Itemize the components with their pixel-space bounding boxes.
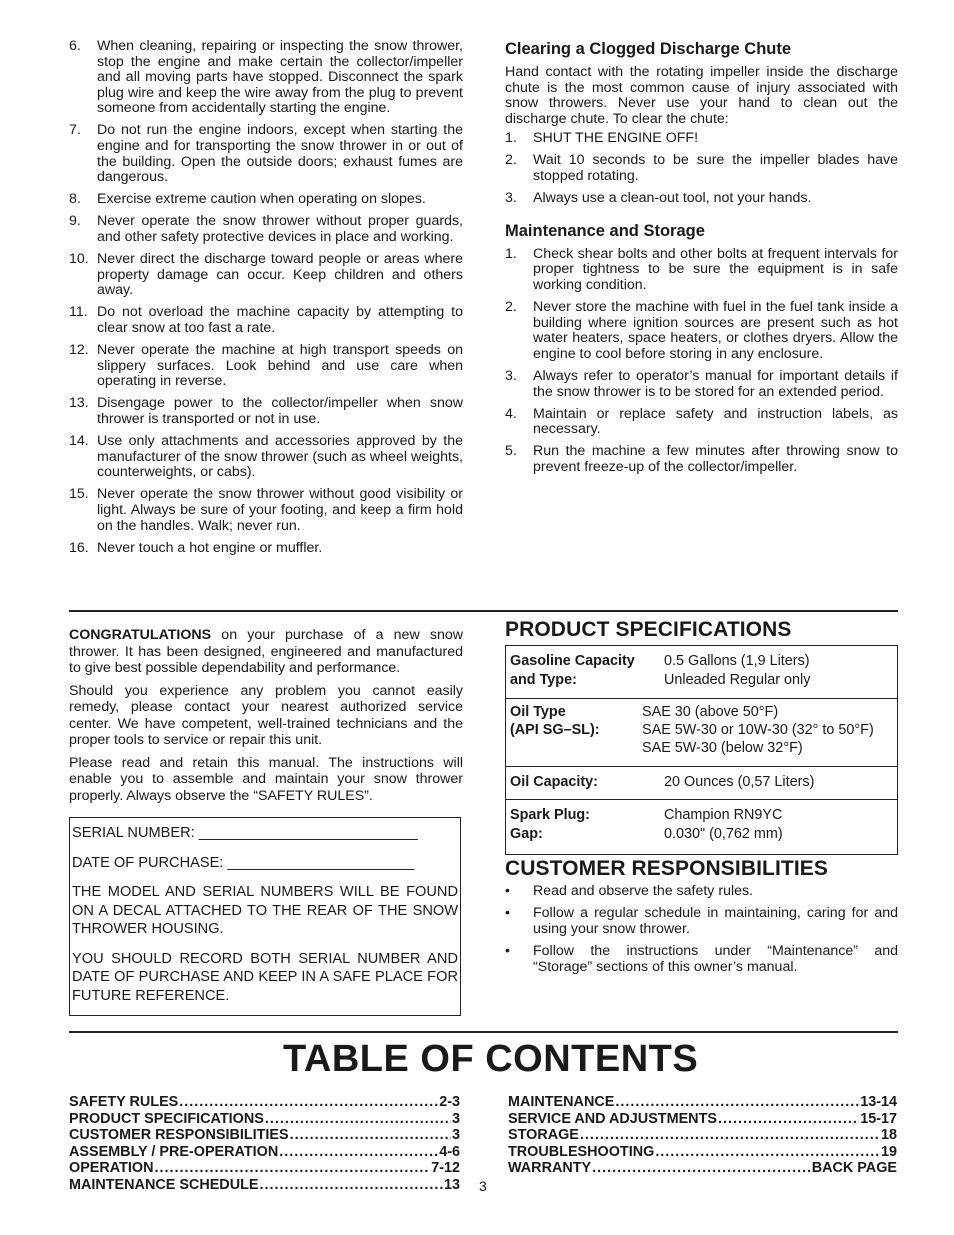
clogged-step: 3. Always use a clean-out tool, not your hands.: [505, 190, 812, 207]
decal-location-note: THE MODEL AND SERIAL NUMBERS WILL BE FOUND ON A DECAL ATTACHED TO THE REAR OF THE SNOW THROWER HOUSING.: [72, 884, 458, 937]
toc-divider: [69, 1031, 898, 1033]
toc-entry[interactable]: MAINTENANCE SCHEDULE ..... 13: [69, 1177, 460, 1194]
product-specifications-heading: PRODUCT SPECIFICATIONS: [505, 618, 792, 641]
toc-left-column: [69, 1094, 460, 1193]
toc-right-column: [508, 1094, 897, 1177]
section-divider: [69, 610, 898, 612]
toc-entry[interactable]: SAFETY RULES ..... 2-3: [69, 1094, 460, 1111]
safety-rule-12: 12. Never operate the machine at high transport speeds on slippery surfaces. Look behind and use care when operating in reverse.: [69, 342, 463, 390]
safety-rule-7: 7. Do not run the engine indoors, except when starting the engine and for transporting the snow thrower in or out of the building. Open the outside doors; exhaust fumes are dangerous.: [69, 122, 463, 186]
safety-rule-8: 8. Exercise extreme caution when operating on slopes.: [69, 191, 426, 208]
specifications-table: [505, 645, 898, 855]
maintenance-step: 5. Run the machine a few minutes after throwing snow to prevent freeze-up of the collector/impeller.: [505, 443, 898, 475]
customer-responsibilities-list: [505, 884, 898, 982]
bullet-icon: •: [505, 883, 510, 899]
toc-entry[interactable]: WARRANTY ..... BACK PAGE: [508, 1160, 897, 1177]
toc-entry[interactable]: ASSEMBLY / PRE-OPERATION ..... 4-6: [69, 1144, 460, 1161]
record-keeping-note: YOU SHOULD RECORD BOTH SERIAL NUMBER AND DATE OF PURCHASE AND KEEP IN A SAFE PLACE FOR FUTURE REFERENCE.: [72, 950, 458, 1004]
maintenance-step: 3. Always refer to operator’s manual for important details if the snow thrower is to be stored for an extended period.: [505, 367, 898, 400]
safety-rule-16: 16. Never touch a hot engine or muffler.: [69, 539, 323, 556]
spec-row-spark-plug: Spark Plug: Gap: Champion RN9YC 0.030" (0,762 mm): [506, 799, 897, 854]
spec-row-gasoline: Gasoline Capacity and Type: 0.5 Gallons (1,9 Liters) Unleaded Regular only: [510, 653, 811, 688]
product-specifications-heading-wrap: [505, 617, 898, 643]
safety-rules-list: [69, 39, 463, 556]
spec-row-oil-type: Oil Type (API SG–SL): SAE 30 (above 50°F) SAE 5W-30 or 10W-30 (32° to 50°F) SAE 5W-30 (below 32°F): [506, 698, 897, 766]
congratulations-paragraph: CONGRATULATIONS on your purchase of a new snow thrower. It has been designed, engineered and manufactured to give best possible dependability and performance.: [69, 627, 463, 676]
customer-responsibility-item: • Read and observe the safety rules.: [505, 883, 754, 899]
toc-entry[interactable]: TROUBLESHOOTING ..... 19: [508, 1144, 897, 1161]
safety-rule-10: 10. Never direct the discharge toward people or areas where property damage can occur. Keep children and others away.: [69, 251, 463, 299]
bullet-icon: •: [505, 943, 510, 960]
toc-entry[interactable]: PRODUCT SPECIFICATIONS ..... 3: [69, 1111, 460, 1128]
safety-rule-13: 13. Disengage power to the collector/impeller when snow thrower is transported or not in use.: [69, 395, 463, 427]
serial-record-box: [69, 817, 461, 1016]
serial-number-line: SERIAL NUMBER: ___________________________: [72, 825, 418, 841]
congratulations-block: [69, 627, 463, 810]
toc-entry[interactable]: CUSTOMER RESPONSIBILITIES ..... 3: [69, 1127, 460, 1144]
maintenance-step: 2. Never store the machine with fuel in the fuel tank inside a building where ignition sources are present such as hot water heaters, space heaters, or clothes dryers. Allow the engine to cool before storing in any enclosure.: [505, 299, 898, 362]
spec-row-oil-capacity: Oil Capacity: 20 Ounces (0,57 Liters): [506, 766, 897, 799]
safety-rule-11: 11. Do not overload the machine capacity by attempting to clear snow at too fast a rate.: [69, 304, 463, 336]
safety-rule-9: 9. Never operate the snow thrower without proper guards, and other safety protective devices in place and working.: [69, 213, 463, 246]
customer-responsibilities-heading-wrap: [505, 856, 828, 882]
clogged-chute-heading: Clearing a Clogged Discharge Chute: [505, 40, 792, 58]
customer-responsibility-item: • Follow the instructions under “Maintenance” and “Storage” sections of this owner’s manual.: [505, 943, 898, 976]
toc-entry[interactable]: OPERATION ..... 7-12: [69, 1160, 460, 1177]
customer-responsibilities-heading: CUSTOMER RESPONSIBILITIES: [505, 857, 828, 880]
toc-entry[interactable]: MAINTENANCE ..... 13-14: [508, 1094, 897, 1111]
maintenance-steps: [505, 247, 898, 476]
date-of-purchase-line: DATE OF PURCHASE: _______________________: [72, 854, 415, 871]
clogged-step: 1. SHUT THE ENGINE OFF!: [505, 130, 699, 147]
clogged-chute-steps: [505, 131, 898, 206]
clogged-chute-intro: Hand contact with the rotating impeller inside the discharge chute is the most common cause of injury associated with snow throwers. Never use your hand to clean out the discharge chute. To clear the chute:: [505, 64, 898, 127]
maintenance-step: 1. Check shear bolts and other bolts at frequent intervals for proper tightness to be sure the equipment is in safe working condition.: [505, 245, 898, 293]
toc-entry[interactable]: STORAGE ..... 18: [508, 1127, 897, 1144]
retain-manual-paragraph: Please read and retain this manual. The instructions will enable you to assemble and maintain your snow thrower properly. Always observe the “SAFETY RULES”.: [69, 754, 463, 804]
service-paragraph: Should you experience any problem you cannot easily remedy, please contact your nearest authorized service center. We have competent, well-trained technicians and the proper tools to service or repair this unit.: [69, 682, 463, 748]
safety-rule-6: 6. When cleaning, repairing or inspecting the snow thrower, stop the engine and make certain the collector/impeller and all moving parts have stopped. Disconnect the spark plug wire and keep the wire away from the plug to prevent someone from accidentally starting the engine.: [69, 38, 463, 117]
safety-rule-15: 15. Never operate the snow thrower without good visibility or light. Always be sure of your footing, and keep a firm hold on the handles. Walk; never run.: [69, 486, 463, 534]
maintenance-step: 4. Maintain or replace safety and instruction labels, as necessary.: [505, 405, 898, 438]
chute-maintenance-column: [505, 39, 898, 482]
maintenance-storage-heading: Maintenance and Storage: [505, 221, 705, 240]
safety-rules-column: [69, 39, 463, 563]
bullet-icon: •: [505, 905, 510, 922]
safety-rule-14: 14. Use only attachments and accessories approved by the manufacturer of the snow thrower (such as wheel weights, counterweights, or cabs).: [69, 433, 463, 481]
table-of-contents-title: TABLE OF CONTENTS: [283, 1038, 699, 1080]
toc-entry[interactable]: SERVICE AND ADJUSTMENTS ..... 15-17: [508, 1111, 897, 1128]
clogged-step: 2. Wait 10 seconds to be sure the impeller blades have stopped rotating.: [505, 152, 898, 185]
page-number: 3: [479, 1178, 487, 1194]
customer-responsibility-item: • Follow a regular schedule in maintaining, caring for and using your snow thrower.: [505, 905, 898, 938]
